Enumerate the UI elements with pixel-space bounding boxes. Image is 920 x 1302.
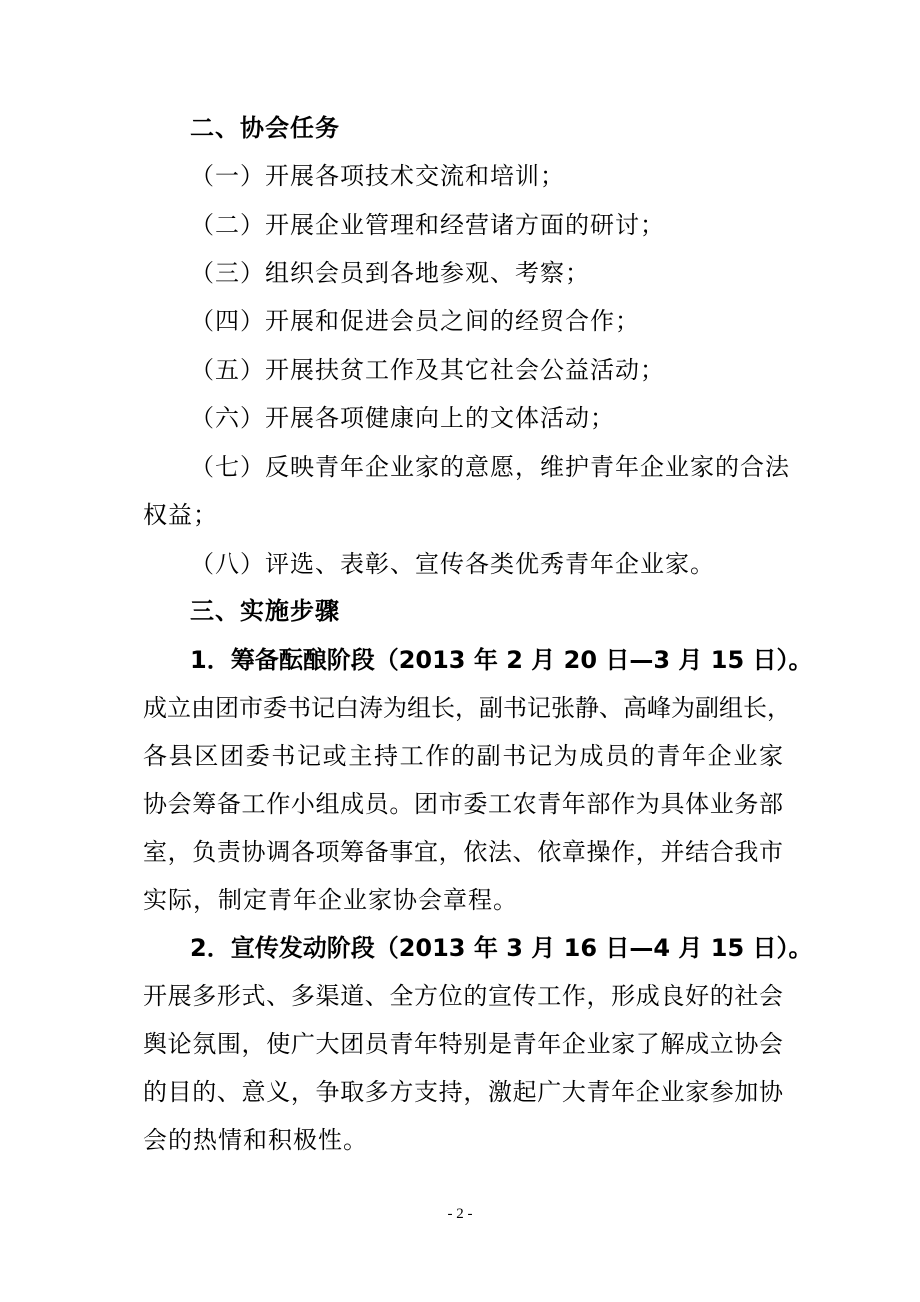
step-2-line-2: 舆论氛围，使广大团员青年特别是青年企业家了解成立协会 [143, 1030, 783, 1058]
task-item-7-continued: 权益； [143, 501, 218, 529]
step-1-line-2: 各县区团委书记或主持工作的副书记为成员的青年企业家 [143, 742, 783, 770]
step-1-heading: 1．筹备酝酿阶段（2013 年 2 月 20 日—3 月 15 日）。 [190, 646, 813, 674]
section-2-title: 二、协会任务 [190, 114, 340, 142]
task-item-4: （四）开展和促进会员之间的经贸合作； [190, 307, 640, 335]
step-2-line-4: 会的热情和积极性。 [143, 1126, 368, 1154]
task-item-1: （一）开展各项技术交流和培训； [190, 162, 565, 190]
step-2-line-3: 的目的、意义，争取多方支持，激起广大青年企业家参加协 [143, 1078, 783, 1106]
step-1-line-4: 室，负责协调各项筹备事宜，依法、依章操作，并结合我市 [143, 838, 783, 866]
step-2-heading: 2．宣传发动阶段（2013 年 3 月 16 日—4 月 15 日）。 [190, 934, 813, 962]
step-1-line-1: 成立由团市委书记白涛为组长，副书记张静、高峰为副组长， [143, 694, 791, 722]
page-number: - 2 - [447, 1206, 473, 1222]
step-2-line-1: 开展多形式、多渠道、全方位的宣传工作，形成良好的社会 [143, 982, 783, 1010]
task-item-8: （八）评选、表彰、宣传各类优秀青年企业家。 [190, 550, 715, 578]
step-1-line-3: 协会筹备工作小组成员。团市委工农青年部作为具体业务部 [143, 790, 783, 818]
task-item-3: （三）组织会员到各地参观、考察； [190, 259, 590, 287]
task-item-6: （六）开展各项健康向上的文体活动； [190, 404, 615, 432]
task-item-5: （五）开展扶贫工作及其它社会公益活动； [190, 356, 665, 384]
task-item-7: （七）反映青年企业家的意愿，维护青年企业家的合法 [190, 453, 790, 481]
step-1-line-5: 实际，制定青年企业家协会章程。 [143, 886, 518, 914]
task-item-2: （二）开展企业管理和经营诸方面的研讨； [190, 211, 665, 239]
section-3-title: 三、实施步骤 [190, 597, 340, 625]
